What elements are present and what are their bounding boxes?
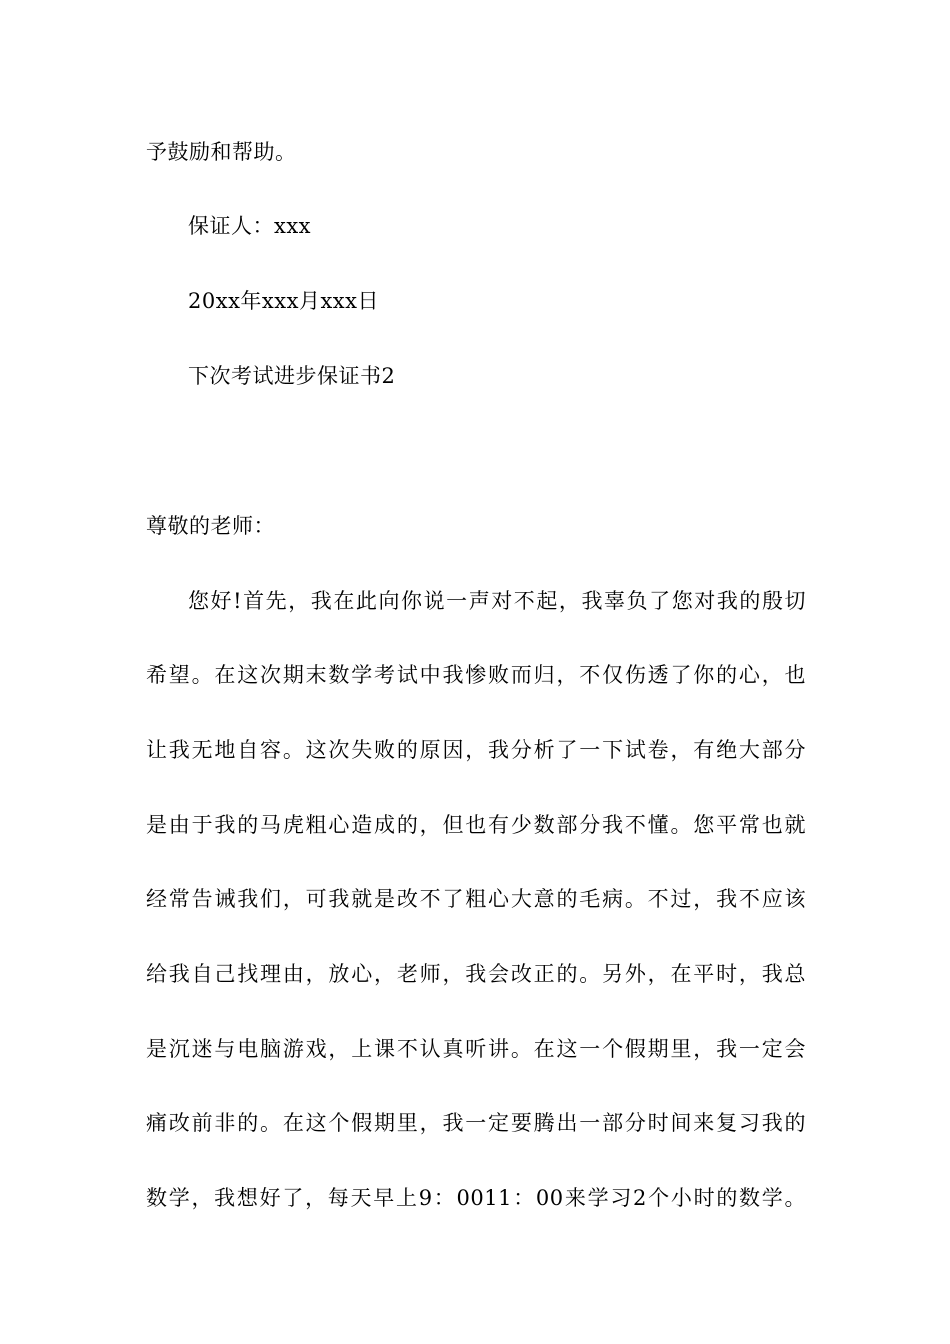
- paragraph-line: 经常告诫我们，可我就是改不了粗心大意的毛病。不过，我不应该: [146, 887, 806, 911]
- guarantor-line: 保证人：xxx: [188, 214, 312, 238]
- paragraph-line: 是由于我的马虎粗心造成的，但也有少数部分我不懂。您平常也就: [146, 813, 806, 837]
- section-title: 下次考试进步保证书2: [188, 364, 396, 388]
- salutation: 尊敬的老师：: [146, 514, 275, 538]
- paragraph-line: 您好!首先，我在此向你说一声对不起，我辜负了您对我的殷切: [188, 589, 806, 613]
- paragraph-line: 给我自己找理由，放心，老师，我会改正的。另外，在平时，我总: [146, 962, 806, 986]
- paragraph-line: 痛改前非的。在这个假期里，我一定要腾出一部分时间来复习我的: [146, 1111, 806, 1135]
- paragraph-line: 是沉迷与电脑游戏，上课不认真听讲。在这一个假期里，我一定会: [146, 1037, 806, 1061]
- paragraph-line: 予鼓励和帮助。: [146, 140, 297, 164]
- date-line: 20xx年xxx月xxx日: [188, 289, 379, 313]
- paragraph-line: 数学，我想好了，每天早上9：0011：00来学习2个小时的数学。: [146, 1186, 806, 1210]
- paragraph-line: 希望。在这次期末数学考试中我惨败而归，不仅伤透了你的心，也: [146, 663, 806, 687]
- paragraph-line: 让我无地自容。这次失败的原因，我分析了一下试卷，有绝大部分: [146, 738, 806, 762]
